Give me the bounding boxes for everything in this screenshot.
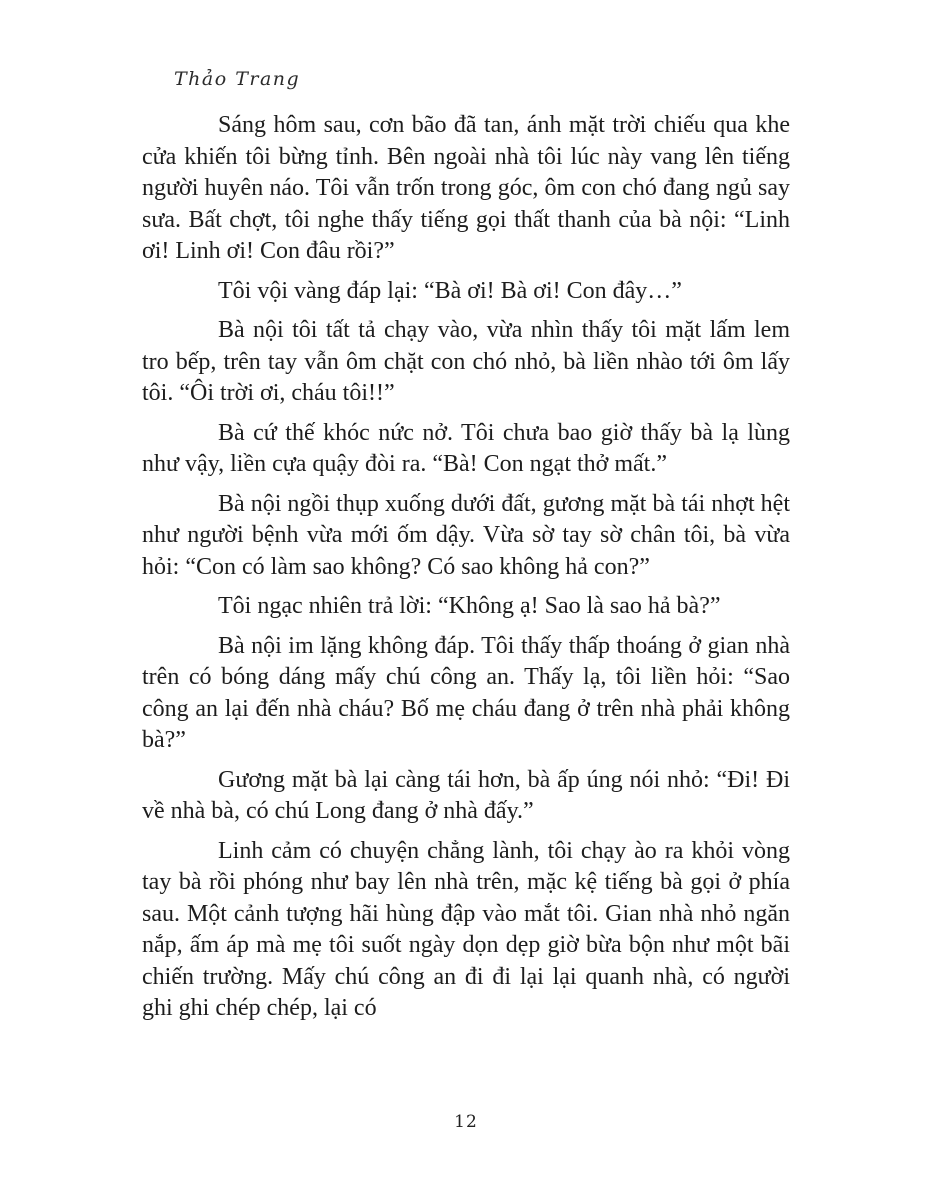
paragraph: Tôi vội vàng đáp lại: “Bà ơi! Bà ơi! Con đây…” (218, 277, 682, 304)
paragraph: Bà nội im lặng không đáp. Tôi thấy thấp thoáng ở gian nhà trên có bóng dáng mấy chú công an. Thấy lạ, tôi liền hỏi: “Sao công an lại đến nhà cháu? Bố mẹ cháu đang ở trên nhà phải không bà?” (142, 632, 790, 753)
paragraph: Bà nội ngồi thụp xuống dưới đất, gương mặt bà tái nhợt hệt như người bệnh vừa mới ốm dậy. Vừa sờ tay sờ chân tôi, bà vừa hỏi: “Con có làm sao không? Có sao không hả con?” (142, 490, 790, 580)
page-body (142, 110, 790, 1033)
paragraph: Sáng hôm sau, cơn bão đã tan, ánh mặt trời chiếu qua khe cửa khiến tôi bừng tỉnh. Bên ngoài nhà tôi lúc này vang lên tiếng người huyên náo. Tôi vẫn trốn trong góc, ôm con chó đang ngủ say sưa. Bất chợt, tôi nghe thấy tiếng gọi thất thanh của bà nội: “Linh ơi! Linh ơi! Con đâu rồi?” (142, 112, 790, 264)
paragraph: Bà cứ thế khóc nức nở. Tôi chưa bao giờ thấy bà lạ lùng như vậy, liền cựa quậy đòi ra. “Bà! Con ngạt thở mất.” (142, 419, 790, 477)
page-number: 12 (454, 1112, 478, 1132)
page-footer (142, 1112, 790, 1132)
paragraph: Gương mặt bà lại càng tái hơn, bà ấp úng nói nhỏ: “Đi! Đi về nhà bà, có chú Long đang ở nhà đấy.” (142, 766, 790, 824)
paragraph: Tôi ngạc nhiên trả lời: “Không ạ! Sao là sao hả bà?” (218, 593, 721, 619)
paragraph: Linh cảm có chuyện chẳng lành, tôi chạy ào ra khỏi vòng tay bà rồi phóng như bay lên nhà trên, mặc kệ tiếng bà gọi ở phía sau. Một cảnh tượng hãi hùng đập vào mắt tôi. Gian nhà nhỏ ngăn nắp, ấm áp mà mẹ tôi suốt ngày dọn dẹp giờ bừa bộn như một bãi chiến trường. Mấy chú công an đi đi lại lại quanh nhà, có người ghi ghi chép chép, lại có (142, 837, 790, 1021)
paragraph: Bà nội tôi tất tả chạy vào, vừa nhìn thấy tôi mặt lấm lem tro bếp, trên tay vẫn ôm chặt con chó nhỏ, bà liền nhào tới ôm lấy tôi. “Ôi trời ơi, cháu tôi!!” (142, 317, 790, 406)
running-header-author: Thảo Trang (174, 68, 301, 90)
